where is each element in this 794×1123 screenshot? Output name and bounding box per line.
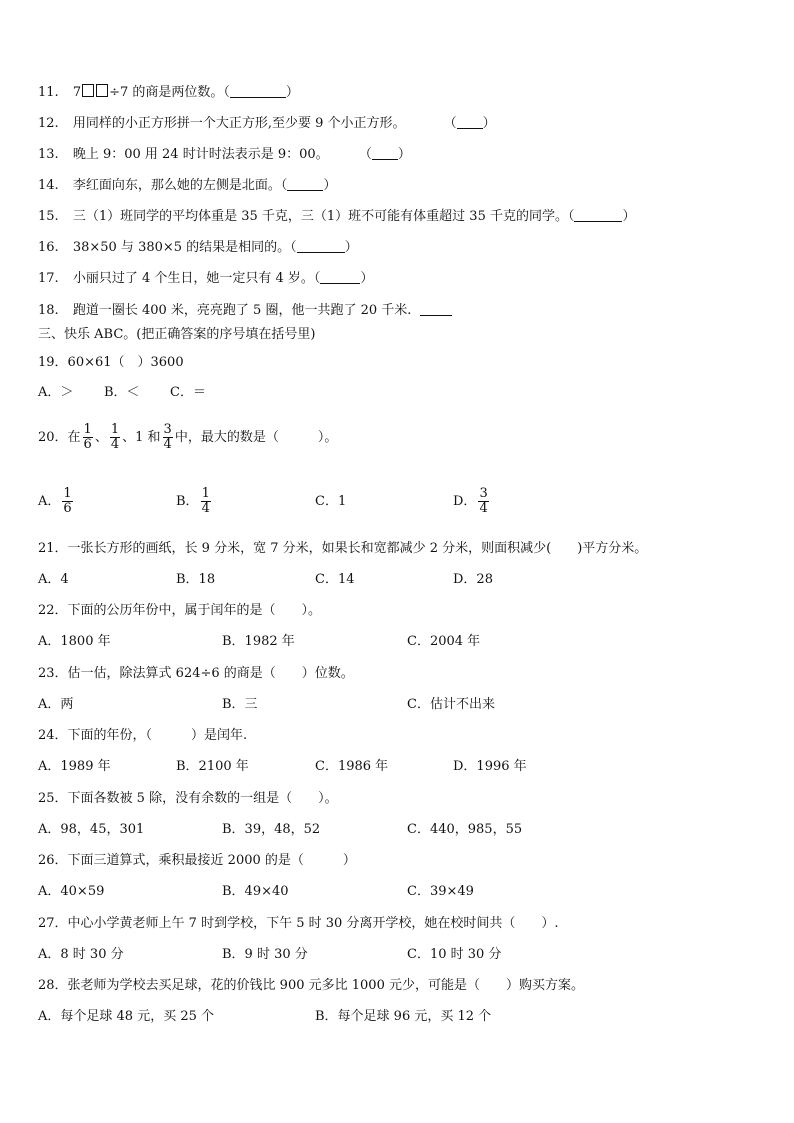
question-23-stem: 23．估一估，除法算式 624÷6 的商是（ ）位数。: [38, 666, 354, 681]
question-27-stem: 27．中心小学黄老师上午 7 时到学校，下午 5 时 30 分离开学校，她在校时间共（ ）.: [38, 916, 559, 931]
fraction: [478, 487, 488, 516]
answer-blank[interactable]: [287, 177, 323, 191]
numerator: 1: [83, 422, 92, 437]
option-a[interactable]: A．98，45，301: [38, 822, 145, 837]
question-number: 18.: [38, 303, 59, 318]
question-text: 20．在: [38, 430, 81, 445]
question-text: ÷7 的商是两位数。（: [109, 85, 230, 100]
option-a[interactable]: A．8 时 30 分: [38, 947, 124, 962]
option-c[interactable]: C．1: [315, 494, 347, 509]
option-c[interactable]: C．估计不出来: [407, 697, 495, 712]
option-c[interactable]: C．440，985，55: [407, 822, 523, 837]
question-text: 中，最大的数是（ ）。: [174, 430, 338, 445]
option-b[interactable]: B．1982 年: [222, 634, 295, 649]
option-b[interactable]: B．9 时 30 分: [222, 947, 308, 962]
denominator: 6: [63, 501, 72, 516]
close-paren: ）: [344, 240, 358, 255]
question-25-stem: 25．下面各数被 5 除，没有余数的一组是（ ）。: [38, 791, 338, 806]
question-text: 用同样的小正方形拼一个大正方形,至少要 9 个小正方形。: [72, 116, 406, 131]
separator: 、1 和: [122, 430, 161, 445]
question-number: 14.: [38, 178, 59, 193]
fraction: [201, 487, 211, 516]
answer-blank[interactable]: [457, 115, 483, 129]
option-a[interactable]: A．4: [38, 572, 69, 587]
option-c[interactable]: C．2004 年: [407, 634, 481, 649]
question-21-stem: 21．一张长方形的画纸，长 9 分米，宽 7 分米，如果长和宽都减少 2 分米，则面积减少( )平方分米。: [38, 541, 648, 556]
fraction: [163, 423, 173, 452]
question-number: 12.: [38, 116, 59, 131]
denominator: 4: [479, 501, 488, 516]
fraction: [62, 487, 72, 516]
option-a[interactable]: A．两: [38, 697, 74, 712]
question-13: [38, 146, 411, 163]
option-b[interactable]: B．39，48，52: [222, 822, 321, 837]
option-label: D．: [453, 494, 477, 509]
answer-blank[interactable]: [420, 302, 452, 316]
option-c[interactable]: C．＝: [170, 385, 206, 400]
question-22-stem: 22．下面的公历年份中，属于闰年的是（ ）。: [38, 603, 322, 618]
question-26-stem: 26．下面三道算式，乘积最接近 2000 的是（ ）: [38, 853, 356, 868]
answer-blank[interactable]: [297, 239, 345, 253]
separator: 、: [94, 430, 108, 445]
option-b[interactable]: B．49×40: [222, 884, 289, 899]
option-d[interactable]: [453, 484, 491, 520]
denominator: 6: [83, 437, 92, 452]
close-paren: ）: [482, 116, 496, 131]
numerator: 3: [163, 422, 172, 437]
option-label: A．: [38, 494, 61, 509]
question-17: [38, 270, 373, 287]
close-paren: ）: [622, 209, 636, 224]
denominator: 4: [163, 437, 172, 452]
option-a[interactable]: A．＞: [38, 385, 74, 400]
question-28-stem: 28．张老师为学校去买足球，花的价钱比 900 元多比 1000 元少，可能是（ ）购买方案。: [38, 978, 584, 993]
question-text: 三（1）班同学的平均体重是 35 千克，三（1）班不可能有体重超过 35 千克的同学。（: [72, 209, 575, 224]
question-text: 李红面向东，那么她的左侧是北面。（: [72, 178, 288, 193]
question-19-stem: 19．60×61（ ）3600: [38, 355, 184, 370]
option-b[interactable]: B．18: [176, 572, 216, 587]
option-b[interactable]: B．2100 年: [176, 759, 249, 774]
option-a[interactable]: A．40×59: [38, 884, 105, 899]
question-15: [38, 208, 636, 225]
option-c[interactable]: C．1986 年: [315, 759, 389, 774]
option-b[interactable]: B．三: [222, 697, 258, 712]
option-b[interactable]: [176, 484, 213, 520]
question-12: [38, 115, 496, 132]
option-a[interactable]: A．1989 年: [38, 759, 111, 774]
open-paren: （: [443, 116, 457, 131]
question-text: 跑道一圈长 400 米，亮亮跑了 5 圈，他一共跑了 20 千米.: [72, 303, 412, 318]
fraction: [83, 423, 93, 452]
question-text: 38×50 与 380×5 的结果是相同的。（: [72, 240, 297, 255]
numerator: 1: [63, 486, 72, 501]
answer-blank[interactable]: [372, 146, 398, 160]
open-paren: （: [358, 147, 372, 162]
question-number: 17.: [38, 271, 59, 286]
question-text-prefix: 7: [72, 85, 82, 100]
option-a[interactable]: A．每个足球 48 元，买 25 个: [38, 1009, 215, 1024]
digit-box: [96, 84, 108, 97]
question-text: 小丽只过了 4 个生日，她一定只有 4 岁。（: [72, 271, 321, 286]
question-number: 15.: [38, 209, 59, 224]
question-number: 13.: [38, 147, 59, 162]
close-paren: ）: [360, 271, 374, 286]
question-number: 11.: [38, 85, 59, 100]
section-heading: 三、快乐 ABC。(把正确答案的序号填在括号里): [38, 327, 316, 342]
close-paren: ）: [397, 147, 411, 162]
option-a[interactable]: [38, 484, 75, 520]
answer-blank[interactable]: [230, 84, 286, 98]
digit-box: [82, 84, 94, 97]
option-label: B．: [176, 494, 199, 509]
option-d[interactable]: D．28: [453, 572, 493, 587]
question-20-stem: [38, 420, 337, 456]
option-c[interactable]: C．39×49: [407, 884, 474, 899]
numerator: 1: [110, 422, 120, 437]
option-a[interactable]: A．1800 年: [38, 634, 111, 649]
question-18: [38, 302, 452, 319]
question-14: [38, 177, 336, 194]
answer-blank[interactable]: [320, 270, 360, 284]
close-paren: ）: [285, 85, 299, 100]
numerator: 1: [201, 486, 210, 501]
question-text: 晚上 9：00 用 24 时计时法表示是 9：00。: [72, 147, 329, 162]
question-16: [38, 239, 358, 256]
option-b[interactable]: B．＜: [104, 385, 140, 400]
option-d[interactable]: D．1996 年: [453, 759, 527, 774]
option-c[interactable]: C．10 时 30 分: [407, 947, 502, 962]
denominator: 4: [110, 437, 120, 452]
close-paren: ）: [323, 178, 337, 193]
question-11: [38, 84, 299, 101]
numerator: 3: [479, 486, 488, 501]
question-number: 16.: [38, 240, 59, 255]
option-c[interactable]: C．14: [315, 572, 355, 587]
answer-blank[interactable]: [574, 208, 622, 222]
denominator: 4: [201, 501, 210, 516]
question-24-stem: 24．下面的年份，（ ）是闰年.: [38, 728, 248, 743]
option-b[interactable]: B．每个足球 96 元，买 12 个: [315, 1009, 492, 1024]
fraction: [110, 423, 120, 452]
